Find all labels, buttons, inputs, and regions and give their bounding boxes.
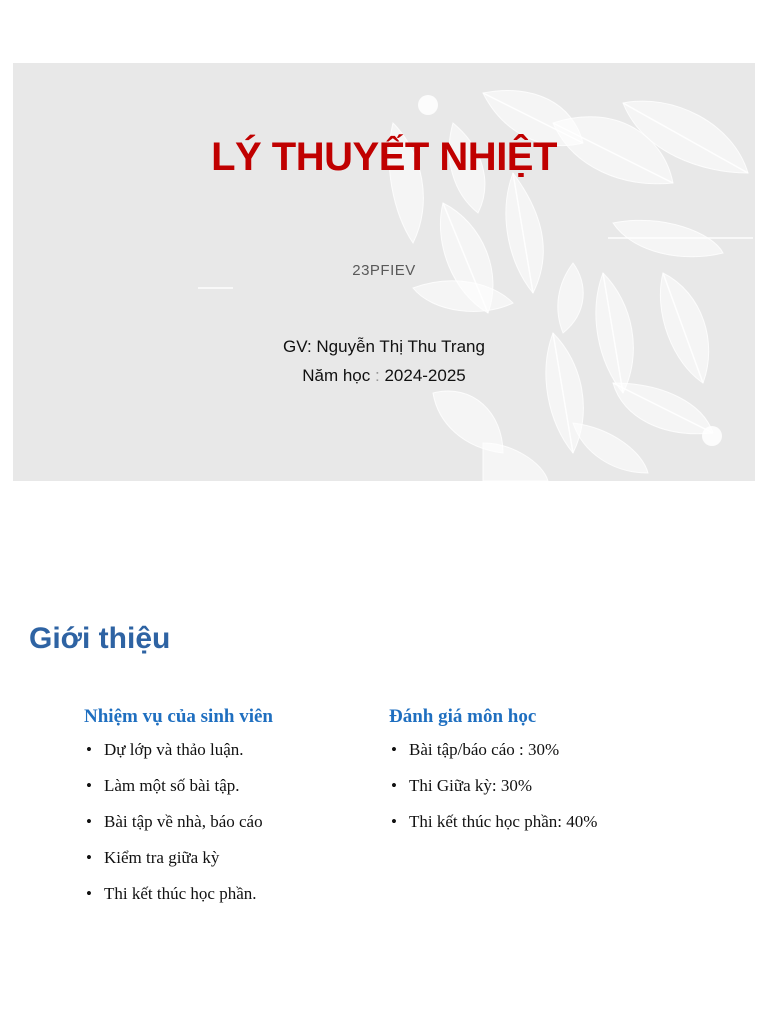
student-tasks-column <box>84 706 384 920</box>
list-item-text: Thi kết thúc học phần: 40% <box>409 812 598 831</box>
title-slide <box>13 63 755 481</box>
bullet-icon: • <box>391 740 397 759</box>
list-item-text: Thi kết thúc học phần. <box>104 884 257 903</box>
year-separator: : <box>374 366 380 385</box>
list-item <box>389 776 689 812</box>
list-item-text: Dự lớp và thảo luận. <box>104 740 244 759</box>
list-item-text: Làm một số bài tập. <box>104 776 240 795</box>
course-assessment-list <box>389 740 689 848</box>
intro-heading: Giới thiệu <box>29 622 171 655</box>
list-item <box>389 740 689 776</box>
list-item <box>84 812 384 848</box>
academic-year <box>13 366 755 386</box>
bullet-icon: • <box>86 848 92 867</box>
year-value: 2024-2025 <box>384 366 466 385</box>
list-item <box>84 740 384 776</box>
bullet-icon: • <box>391 812 397 831</box>
slide-title: LÝ THUYẾT NHIỆT <box>211 135 557 179</box>
bullet-icon: • <box>86 812 92 831</box>
bullet-icon: • <box>391 776 397 795</box>
bullet-icon: • <box>86 740 92 759</box>
course-assessment-column <box>389 706 689 848</box>
list-item-text: Bài tập về nhà, báo cáo <box>104 812 263 831</box>
list-item-text: Kiểm tra giữa kỳ <box>104 848 220 867</box>
list-item-text: Thi Giữa kỳ: 30% <box>409 776 533 795</box>
list-item <box>389 812 689 848</box>
bullet-icon: • <box>86 776 92 795</box>
list-item <box>84 884 384 920</box>
course-code: 23PFIEV <box>352 262 416 279</box>
bullet-icon: • <box>86 884 92 903</box>
list-item <box>84 776 384 812</box>
teacher-name: GV: Nguyễn Thị Thu Trang <box>283 337 485 356</box>
list-item-text: Bài tập/báo cáo : 30% <box>409 740 560 759</box>
year-label: Năm học <box>302 366 371 385</box>
student-tasks-list <box>84 740 384 920</box>
intro-slide <box>13 580 755 998</box>
course-assessment-title: Đánh giá môn học <box>389 706 537 727</box>
list-item <box>84 848 384 884</box>
student-tasks-title: Nhiệm vụ của sinh viên <box>84 706 273 727</box>
